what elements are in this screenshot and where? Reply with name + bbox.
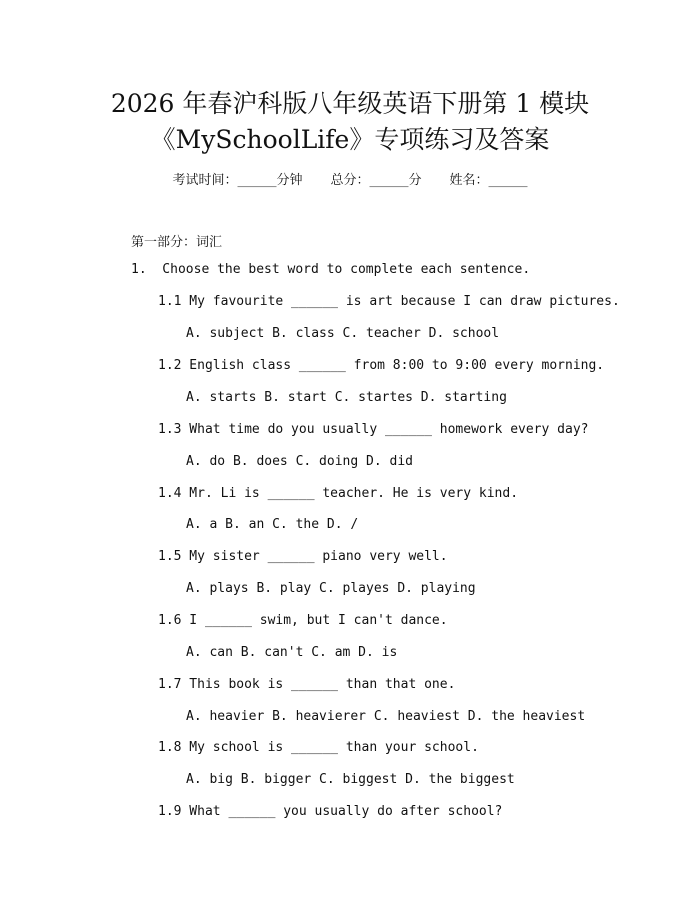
options-1-2: A. starts B. start C. startes D. starting bbox=[186, 390, 507, 405]
question-1-6: 1.6 I ______ swim, but I can't dance. bbox=[158, 613, 448, 628]
exam-meta bbox=[0, 169, 700, 188]
section-heading: 第一部分：词汇 bbox=[131, 235, 223, 250]
question-1-9: 1.9 What ______ you usually do after school? bbox=[158, 804, 503, 819]
exam-time: 考试时间：______分钟 bbox=[172, 173, 303, 188]
main-question: 1. Choose the best word to complete each sentence. bbox=[131, 262, 531, 277]
title-line-2: 《MySchoolLife》专项练习及答案 bbox=[150, 125, 550, 154]
options-1-8: A. big B. bigger C. biggest D. the biggest bbox=[186, 772, 515, 787]
question-1-5: 1.5 My sister ______ piano very well. bbox=[158, 549, 448, 564]
options-1-3: A. do B. does C. doing D. did bbox=[186, 454, 413, 469]
options-1-1: A. subject B. class C. teacher D. school bbox=[186, 326, 500, 341]
options-1-6: A. can B. can't C. am D. is bbox=[186, 645, 398, 660]
exam-name: 姓名：______ bbox=[449, 173, 528, 188]
options-1-7: A. heavier B. heavierer C. heaviest D. the heaviest bbox=[186, 709, 586, 724]
question-1-8: 1.8 My school is ______ than your school. bbox=[158, 740, 479, 755]
question-1-1: 1.1 My favourite ______ is art because I can draw pictures. bbox=[158, 294, 620, 309]
question-1-3: 1.3 What time do you usually ______ homework every day? bbox=[158, 422, 589, 437]
title-line-1: 2026 年春沪科版八年级英语下册第 1 模块 bbox=[110, 89, 590, 118]
question-1-4: 1.4 Mr. Li is ______ teacher. He is very kind. bbox=[158, 486, 519, 501]
options-1-5: A. plays B. play C. playes D. playing bbox=[186, 581, 476, 596]
options-1-4: A. a B. an C. the D. / bbox=[186, 517, 359, 532]
question-1-7: 1.7 This book is ______ than that one. bbox=[158, 677, 456, 692]
exam-score: 总分：______分 bbox=[330, 173, 422, 188]
question-1-2: 1.2 English class ______ from 8:00 to 9:00 every morning. bbox=[158, 358, 605, 373]
